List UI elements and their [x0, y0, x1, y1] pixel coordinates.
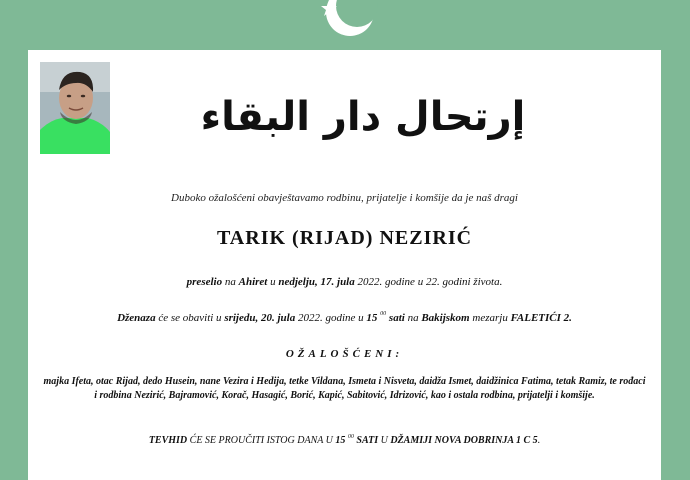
mourners-list: majka Ifeta, otac Rijad, dedo Husein, nane Vezira i Hedija, tetke Vildana, Ismeta i Nisveta, daidža Ismet, daidžinica Fatima, tetak Ramiz, te rođaci i rodbina Nezirić, Bajramović, Korač, Hasagić, Borić, Kapić, Sabitović, Idrizović, kao i ostala rodbina, prijatelji i komšije.	[43, 376, 646, 401]
deceased-photo	[40, 62, 110, 154]
crescent-star-icon	[315, 0, 385, 45]
tevhid-line: TEVHID ĆE SE PROUČITI ISTOG DANA U 15 $^{00}$ SATI U DŽAMIJI NOVA DOBRINJA 1 C 5.	[148, 434, 541, 446]
portrait-photo	[40, 62, 110, 154]
deceased-name: TARIK (RIJAD) NEZIRIĆ	[216, 227, 473, 249]
funeral-line: Dženaza će se obaviti u srijedu, 20. jula 2022. godine u 15 $^{00}$ sati na Bakijskom mezarju FALETIĆI 2.	[117, 311, 572, 324]
passed-away-line: preselio na Ahiret u nedjelju, 17. jula 2022. godine u 22. godini života.	[186, 276, 503, 288]
arabic-calligraphy	[200, 68, 526, 148]
obituary-card	[28, 50, 661, 480]
mourners-heading: OŽALOŠĆENI:	[285, 348, 404, 360]
intro-text: Duboko ožalošćeni obavještavamo rodbinu, prijatelje i komšije da je naš dragi	[171, 192, 518, 204]
svg-text:إرتحال دار البقاء: إرتحال دار البقاء	[200, 94, 526, 140]
